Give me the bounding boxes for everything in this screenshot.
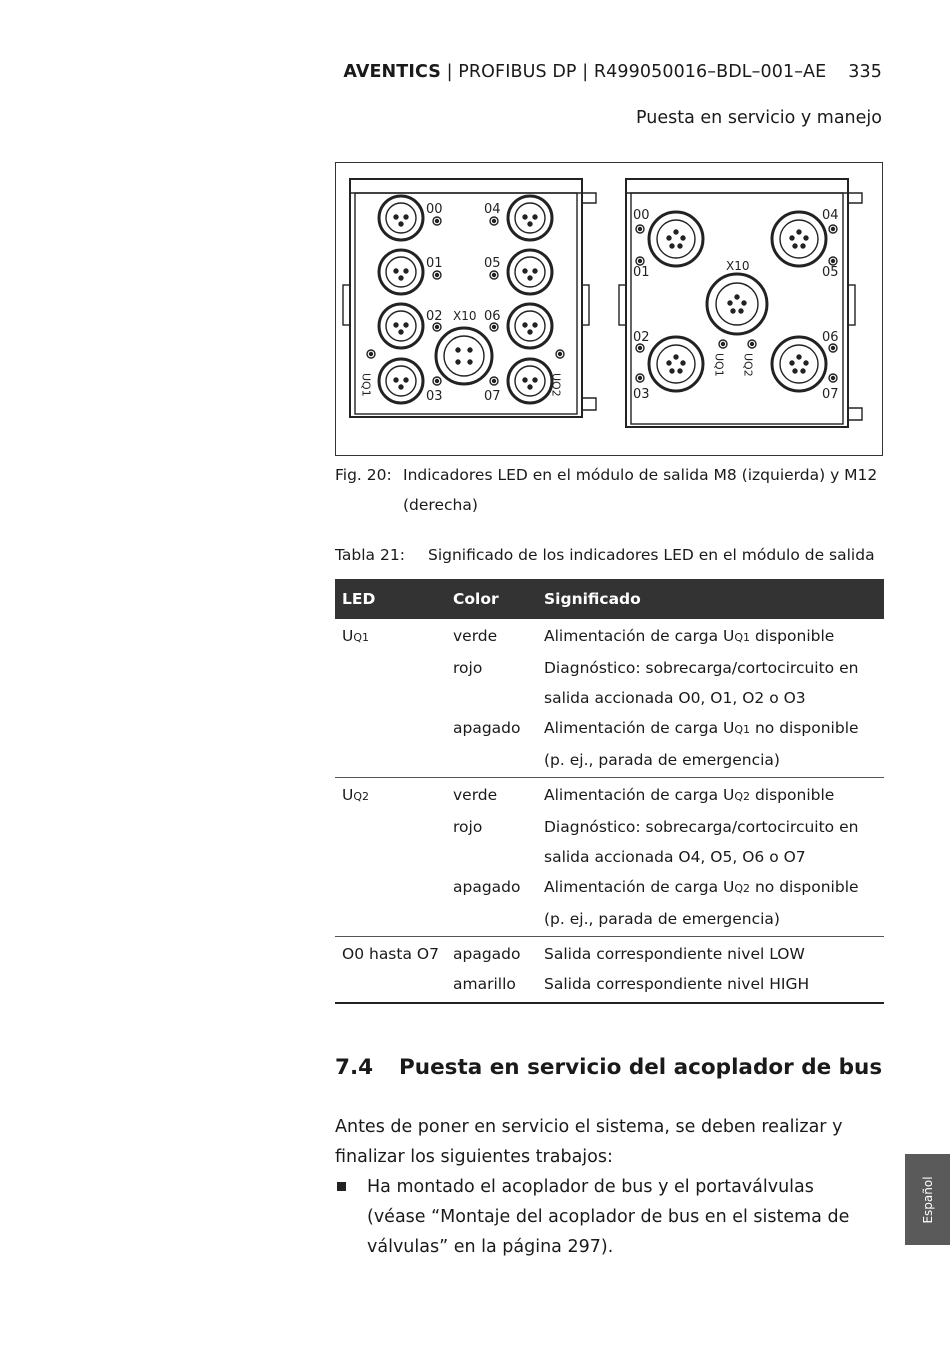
table-caption-label: Tabla 21: (335, 546, 405, 564)
led-meaning-table (335, 579, 884, 1004)
color-cell: amarillo (446, 969, 537, 1003)
table-header-row (335, 579, 884, 619)
color-cell: apagado (453, 945, 521, 963)
m12-connector-top-right (772, 212, 826, 266)
meaning-cell: Diagnóstico: sobrecarga/cortocircuito en salida accionada O4, O5, O6 o O7 (544, 818, 859, 866)
section-number: 7.4 (335, 1055, 374, 1080)
m8-connector-x10 (436, 328, 492, 384)
m12-label-07: 07 (822, 387, 839, 402)
table-row (335, 713, 884, 778)
header-meaning: Significado (537, 579, 884, 619)
m12-label-uq1: UQ1 (712, 353, 726, 377)
m8-connector-06 (508, 304, 552, 348)
m12-label-00: 00 (633, 208, 650, 223)
led-cell-outputs: O0 hasta O7 (342, 945, 439, 963)
color-cell: rojo (453, 659, 483, 677)
page-number: 335 (848, 62, 882, 82)
m8-connector-03 (379, 359, 423, 403)
m8-connector-05 (508, 250, 552, 294)
brand-name: AVENTICS (343, 62, 441, 82)
m8-connector-02 (379, 304, 423, 348)
meaning-cell: Salida correspondiente nivel HIGH (537, 969, 884, 1003)
header-led: LED (335, 579, 446, 619)
table-row (335, 872, 884, 937)
section-title: Puesta en servicio del acoplador de bus (399, 1055, 883, 1080)
table-row (335, 969, 884, 1003)
m8-label-uq1: UQ1 (359, 373, 373, 397)
m12-connector-bottom-right (772, 337, 826, 391)
m8-connector-04 (508, 196, 552, 240)
bullet-square-icon (337, 1182, 346, 1191)
section-intro: Antes de poner en servicio el sistema, se deben realizar y finalizar los siguientes trabajos: (335, 1117, 843, 1167)
m12-label-02: 02 (633, 330, 650, 345)
table-row (335, 619, 884, 653)
m8-label-uq2: UQ2 (549, 373, 563, 397)
meaning-cell: Alimentación de carga UQ1 no disponible (p. ej., parada de emergencia) (537, 713, 884, 778)
m12-label-03: 03 (633, 387, 650, 402)
m8-label-05: 05 (484, 256, 501, 271)
table-row (335, 653, 884, 713)
table-row (335, 778, 884, 813)
figure-caption-text: Indicadores LED en el módulo de salida M8 (izquierda) y M12 (derecha) (403, 466, 878, 514)
m12-label-01: 01 (633, 265, 650, 280)
bullet-text: Ha montado el acoplador de bus y el portaválvulas (véase “Montaje del acoplador de bus en el sistema de válvulas” en la página 297). (367, 1177, 850, 1257)
figure-caption-label: Fig. 20: (335, 466, 392, 484)
m12-led-indicators (636, 225, 837, 382)
m8-label-01: 01 (426, 256, 443, 271)
m12-connector-x10 (707, 274, 767, 334)
m8-connector-07 (508, 359, 552, 403)
header-color: Color (446, 579, 537, 619)
m8-label-00: 00 (426, 202, 443, 217)
meaning-cell: Alimentación de carga UQ2 no disponible (p. ej., parada de emergencia) (537, 872, 884, 937)
m12-label-04: 04 (822, 208, 839, 223)
m8-label-x10: X10 (453, 309, 477, 323)
m8-output-module (343, 179, 596, 417)
m8-label-07: 07 (484, 389, 501, 404)
m12-connector-bottom-left (649, 337, 703, 391)
language-tab (905, 1154, 950, 1245)
m8-label-02: 02 (426, 309, 443, 324)
figure-led-modules (335, 162, 883, 456)
table-row (335, 937, 884, 970)
m12-output-module (619, 179, 862, 427)
meaning-cell: Alimentación de carga UQ2 disponible (544, 786, 835, 804)
m12-label-uq2: UQ2 (741, 353, 755, 377)
color-cell: apagado (446, 872, 537, 937)
color-cell: apagado (446, 713, 537, 778)
m8-label-03: 03 (426, 389, 443, 404)
language-tab-label: Español (920, 1175, 935, 1224)
m8-label-04: 04 (484, 202, 501, 217)
m12-connector-top-left (649, 212, 703, 266)
table-row (335, 812, 884, 872)
m12-label-x10: X10 (726, 259, 750, 273)
meaning-cell: Diagnóstico: sobrecarga/cortocircuito en salida accionada O0, O1, O2 o O3 (544, 659, 859, 707)
color-cell: rojo (453, 818, 483, 836)
table-caption-text: Significado de los indicadores LED en el módulo de salida (428, 546, 875, 564)
meaning-cell: Salida correspondiente nivel LOW (544, 945, 805, 963)
running-header (343, 62, 882, 82)
m8-connector-01 (379, 250, 423, 294)
document-id: | PROFIBUS DP | R499050016–BDL–001–AE (440, 62, 827, 82)
m8-label-06: 06 (484, 309, 501, 324)
color-cell: verde (453, 786, 498, 804)
m8-connector-00 (379, 196, 423, 240)
running-section-title: Puesta en servicio y manejo (636, 108, 882, 128)
meaning-cell: Alimentación de carga UQ1 disponible (544, 627, 835, 645)
color-cell: verde (453, 627, 498, 645)
table-caption (335, 546, 875, 564)
led-cell-uq2: UQ2 (342, 786, 370, 804)
m12-label-05: 05 (822, 265, 839, 280)
m12-label-06: 06 (822, 330, 839, 345)
led-cell-uq1: UQ1 (342, 627, 370, 645)
